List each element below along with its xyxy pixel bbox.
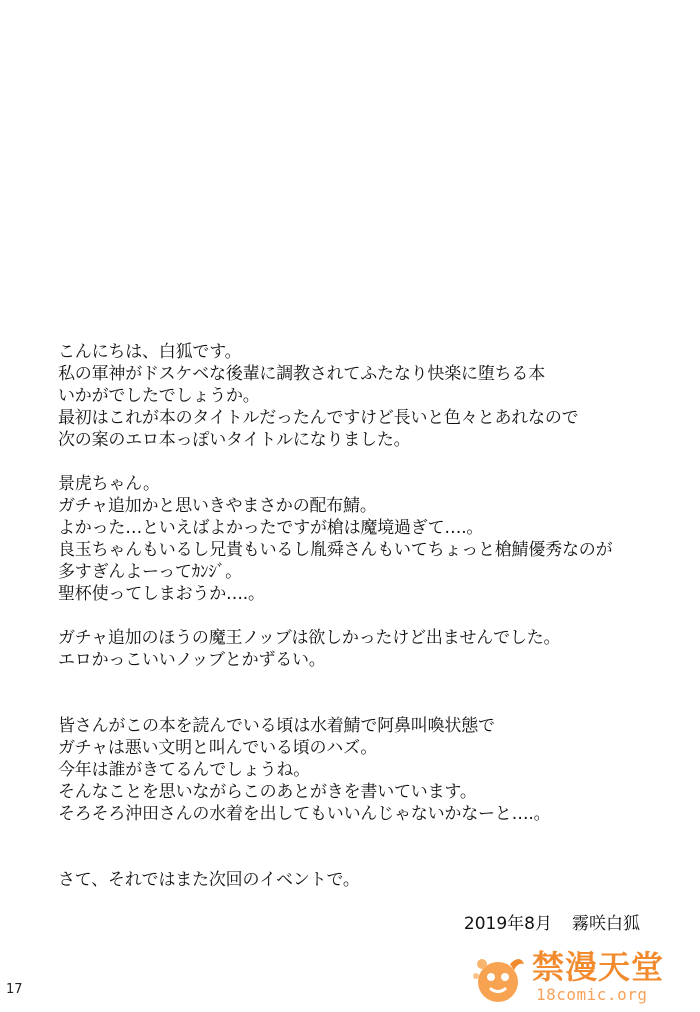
text-line: こんにちは、白狐です。 — [58, 342, 242, 362]
text-line: 最初はこれが本のタイトルだったんですけど長いと色々とあれなので — [58, 408, 579, 428]
signature-author: 霧咲白狐 — [572, 914, 640, 934]
text-line: いかがでしたでしょうか。 — [58, 386, 260, 406]
mascot-icon — [470, 950, 528, 1008]
text-line: そろそろ沖田さんの水着を出してもいいんじゃないかなーと….。 — [58, 804, 551, 824]
watermark — [470, 948, 690, 1008]
text-line: そんなことを思いながらこのあとがきを書いています。 — [58, 782, 477, 802]
text-line: ガチャ追加のほうの魔王ノッブは欲しかったけど出ませんでした。 — [58, 628, 561, 648]
text-line: よかった…といえばよかったですが槍は魔境過ぎて….。 — [58, 518, 484, 538]
text-line: 聖杯使ってしまおうか….。 — [58, 584, 265, 604]
text-line: ガチャ追加かと思いきやまさかの配布鯖。 — [58, 496, 377, 516]
afterword-text — [58, 341, 678, 891]
text-line: 景虎ちゃん。 — [58, 474, 160, 494]
text-line: 良玉ちゃんもいるし兄貴もいるし胤舜さんもいてちょっと槍鯖優秀なのが — [58, 540, 613, 560]
page-number: 17 — [6, 982, 23, 997]
text-line: 多すぎんよーってｶﾝｼﾞ。 — [58, 562, 242, 582]
text-line: ガチャは悪い文明と叫んでいる頃のハズ。 — [58, 738, 378, 758]
text-line: 皆さんがこの本を読んでいる頃は水着鯖で阿鼻叫喚状態で — [58, 716, 495, 736]
text-line: エロかっこいいノッブとかずるい。 — [58, 650, 326, 670]
text-line: 私の軍神がドスケベな後輩に調教されてふたなり快楽に堕ちる本 — [58, 364, 546, 384]
text-line: 次の案のエロ本っぽいタイトルになりました。 — [58, 430, 411, 450]
text-line: 今年は誰がきてるんでしょうね。 — [58, 760, 310, 780]
watermark-title: 禁漫天堂 — [532, 948, 665, 986]
watermark-url: 18comic.org — [536, 985, 648, 1004]
signature-date: 2019年8月 — [463, 914, 552, 934]
signature — [464, 913, 640, 935]
text-line: さて、それではまた次回のイベントで。 — [58, 870, 360, 890]
